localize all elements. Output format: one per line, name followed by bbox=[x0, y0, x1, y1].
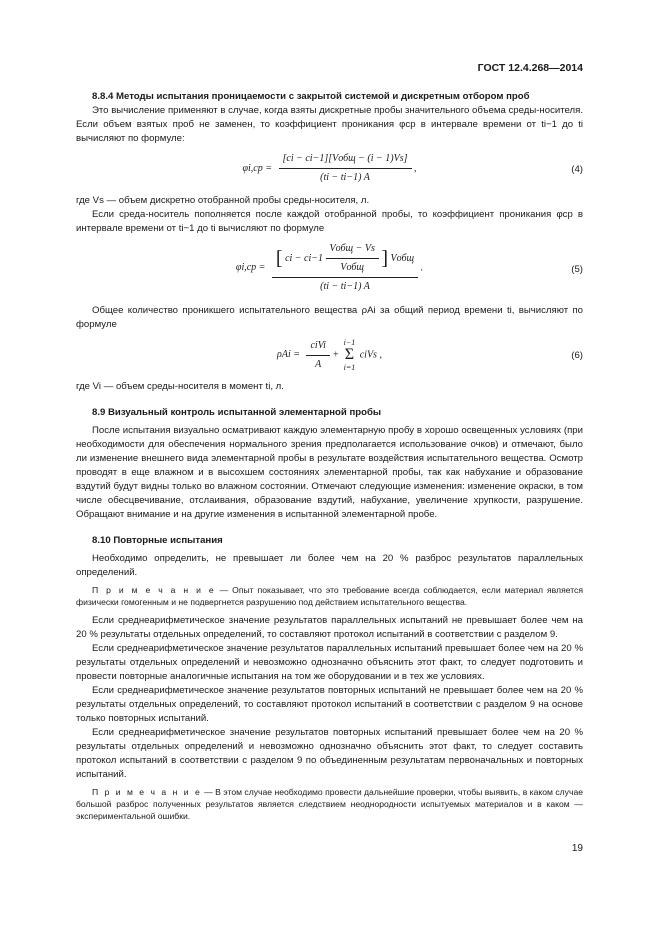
eq5-left-bracket: [ bbox=[275, 247, 283, 270]
paragraph: После испытания визуально осматривают каждую элементарную пробу в хорошо освещенных условиях (при необходимости для обеспечения нормального зрения предполагается использование очков) и отмечают, было ли изменение внешнего вида элементарной пробы в результате воздействия испытательного вещества. Осмотр проводят в еще влажном и в высохшем состояниях элементарной пробы, так как набухание и образование вздутий будут видны только во влажном состоянии. Отмечают следующие изменения: изменение окраски, в том числе обесцвечивание, отслаивания, образование вздутий, набухание, увеличение хрупкости, разрушение. Обращают внимание и на другие изменения в испытанной элементарной пробе. bbox=[76, 425, 583, 520]
page-content bbox=[76, 90, 583, 828]
equation-4 bbox=[76, 152, 583, 188]
eq5-numerator bbox=[272, 242, 418, 278]
paragraph: Если среднеарифметическое значение результатов повторных испытаний не превышает более чем на 20 % результаты отдельных определений, то составляют протокол испытаний в соответствии с разделом 9 на основе только повторных испытаний. bbox=[76, 685, 583, 724]
paragraph: Если среднеарифметическое значение результатов повторных испытаний превышает более чем на 20 % результаты отдельных определений и невозможно однозначно объяснить этот факт, то следует составить протокол испытаний в соответствии с разделом 9 по объединенным результатам первоначальных и повторных испытаний. bbox=[76, 727, 583, 780]
note-text: — В этом случае необходимо провести дальнейшие проверки, чтобы выявить, в каком случае большой разброс полученных результатов является следствием неоднородности испытуемых материалов и в каком — экспериментальной ошибки. bbox=[76, 787, 584, 821]
eq4-number: (4) bbox=[571, 164, 583, 175]
eq5-tail: . bbox=[420, 262, 424, 274]
eq5-lhs: φi,ср = bbox=[235, 262, 266, 273]
paragraph: где Vs — объем дискретно отобранной пробы среды-носителя, л. bbox=[76, 195, 370, 206]
eq5-pre: ci − ci−1 bbox=[285, 252, 324, 264]
section-8-9-title: 8.9 Визуальный контроль испытанной элементарной пробы bbox=[92, 407, 382, 418]
eq6-lhs: ρAi = bbox=[277, 349, 300, 360]
note-text: — Опыт показывает, что это требование всегда соблюдается, если материал является физически гомогенным и не подвергнется разрушению под действием испытательного вещества. bbox=[76, 585, 584, 607]
eq4-tail: , bbox=[414, 162, 417, 174]
eq6-fraction bbox=[306, 339, 329, 372]
eq5-inner-denominator: Vобщ bbox=[340, 262, 364, 273]
note bbox=[76, 786, 583, 822]
eq6-plus: + bbox=[332, 349, 340, 361]
note-label: П р и м е ч а н и е bbox=[92, 787, 202, 797]
section-8-10-title: 8.10 Повторные испытания bbox=[92, 535, 223, 546]
eq4-lhs: φi,ср = bbox=[242, 162, 272, 174]
paragraph: Общее количество проникшего испытательного вещества ρAi за общий период времени ti, вычисляют по формуле bbox=[76, 305, 583, 330]
eq6-sum-upper: i−1 bbox=[343, 338, 356, 347]
note-label: П р и м е ч а н и е bbox=[92, 585, 216, 595]
eq4-numerator: [ci − ci−1][Vобщ − (i − 1)Vs] bbox=[279, 152, 412, 169]
standard-designation: ГОСТ 12.4.268—2014 bbox=[477, 62, 583, 74]
equation-5 bbox=[76, 242, 583, 298]
eq6-number: (6) bbox=[571, 350, 583, 361]
eq5-inner-fraction bbox=[326, 242, 379, 275]
eq6-term: ciVs , bbox=[359, 349, 382, 361]
eq5-fraction bbox=[272, 242, 418, 294]
section-8-8-4-title: 8.8.4 Методы испытания проницаемости с закрытой системой и дискретным отбором проб bbox=[92, 91, 530, 102]
eq6-denominator: A bbox=[315, 358, 322, 370]
paragraph: где Vi — объем среды-носителя в момент ti, л. bbox=[76, 381, 284, 392]
note bbox=[76, 584, 583, 608]
paragraph: Если среда-носитель пополняется после каждой отобранной пробы, то коэффициент проникания φср в интервале времени от ti−1 до ti вычисляют по формуле bbox=[76, 209, 583, 234]
eq5-denominator: (ti − ti−1) A bbox=[320, 281, 370, 292]
paragraph: Необходимо определить, не превышает ли более чем на 20 % разброс результатов параллельных определений. bbox=[76, 553, 583, 578]
equation-6 bbox=[76, 338, 583, 374]
paragraph: Если среднеарифметическое значение результатов параллельных испытаний не превышает более чем на 20 % результаты отдельных определений, то составляют протокол испытаний в соответствии с разделом 9. bbox=[76, 615, 583, 640]
eq5-inner-numerator: Vобщ − Vs bbox=[326, 242, 379, 259]
eq5-number: (5) bbox=[571, 264, 583, 275]
eq6-numerator: ciVi bbox=[306, 339, 329, 356]
eq5-right-bracket: ] bbox=[381, 247, 389, 270]
eq5-post: Vобщ bbox=[390, 252, 415, 264]
eq6-sum-lower: i=1 bbox=[343, 363, 356, 372]
eq4-fraction bbox=[279, 152, 412, 185]
paragraph: Это вычисление применяют в случае, когда взяты дискретные пробы значительного объема среды-носителя. Если объем взятых проб не заменен, то коэффициент проникания φср в интервале времени от ti−1 до ti вычисляют по формуле: bbox=[76, 105, 583, 144]
page-number: 19 bbox=[571, 843, 583, 854]
paragraph: Если среднеарифметическое значение результатов параллельных испытаний превышает более чем на 20 % результаты отдельных определений и невозможно однозначно объяснить этот факт, то следует подготовить и провести повторные аналогичные испытания на том же оборудовании и в тех же условиях. bbox=[76, 643, 583, 682]
eq4-denominator: (ti − ti−1) A bbox=[320, 172, 370, 183]
eq6-sum bbox=[344, 338, 356, 372]
sigma-icon: Σ bbox=[344, 346, 355, 363]
